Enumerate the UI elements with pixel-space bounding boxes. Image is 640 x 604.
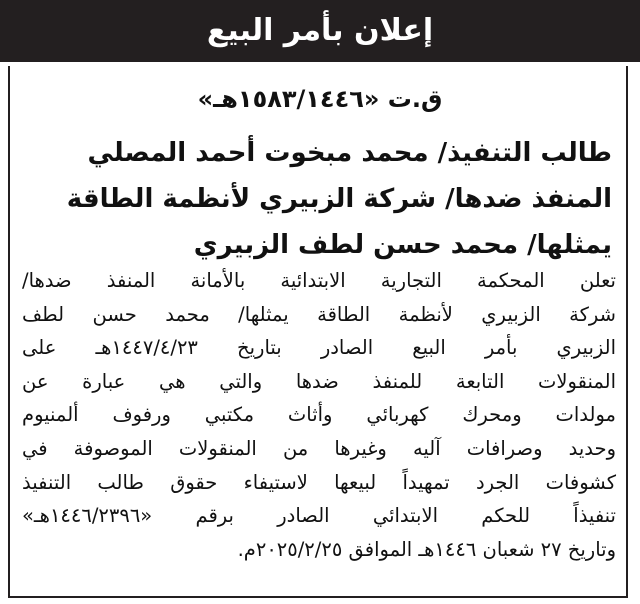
body-line: المنقولات التابعة للمنفذ ضدها والتي هي عبارة عن	[22, 369, 616, 393]
party-line-defendant: المنفذ ضدها/ شركة الزبيري لأنظمة الطاقة	[66, 184, 612, 214]
case-number: ق.ت «١٥٨٣/١٤٤٦هـ»	[197, 85, 443, 113]
body-line: شركة الزبيري لأنظمة الطاقة يمثلها/ محمد حسن لطف	[22, 302, 616, 326]
body-line: كشوفات الجرد تمهيداً لبيعها لاستيفاء حقوق طالب التنفيذ	[22, 470, 616, 494]
announcement-body	[22, 264, 616, 566]
body-line: وحديد وصرافات آليه وغيرها من المنقولات الموصوفة في	[22, 436, 616, 460]
body-line: الزبيري بأمر البيع الصادر بتاريخ ١٤٤٧/٤/٢٣هـ على	[22, 336, 616, 360]
body-line: تنفيذاً للحكم الابتدائي الصادر برقم «١٤٤٦/٢٣٩٦هـ»	[22, 504, 616, 528]
body-line: مولدات ومحرك كهربائي وأثاث مكتبي ورفوف ألمنيوم	[22, 403, 616, 427]
announcement-title: إعلان بأمر البيع	[206, 13, 434, 48]
party-line-claimant: طالب التنفيذ/ محمد مبخوت أحمد المصلي	[87, 138, 612, 168]
body-line: تعلن المحكمة التجارية الابتدائية بالأمانة المنفذ ضدها/	[22, 269, 616, 292]
body-line-final: وتاريخ ٢٧ شعبان ١٤٤٦هـ الموافق ٢٠٢٥/٢/٢٥م.	[237, 537, 616, 561]
announcement-header	[0, 0, 640, 62]
parties-block	[28, 130, 612, 268]
party-line-representative: يمثلها/ محمد حسن لطف الزبيري	[193, 230, 612, 260]
